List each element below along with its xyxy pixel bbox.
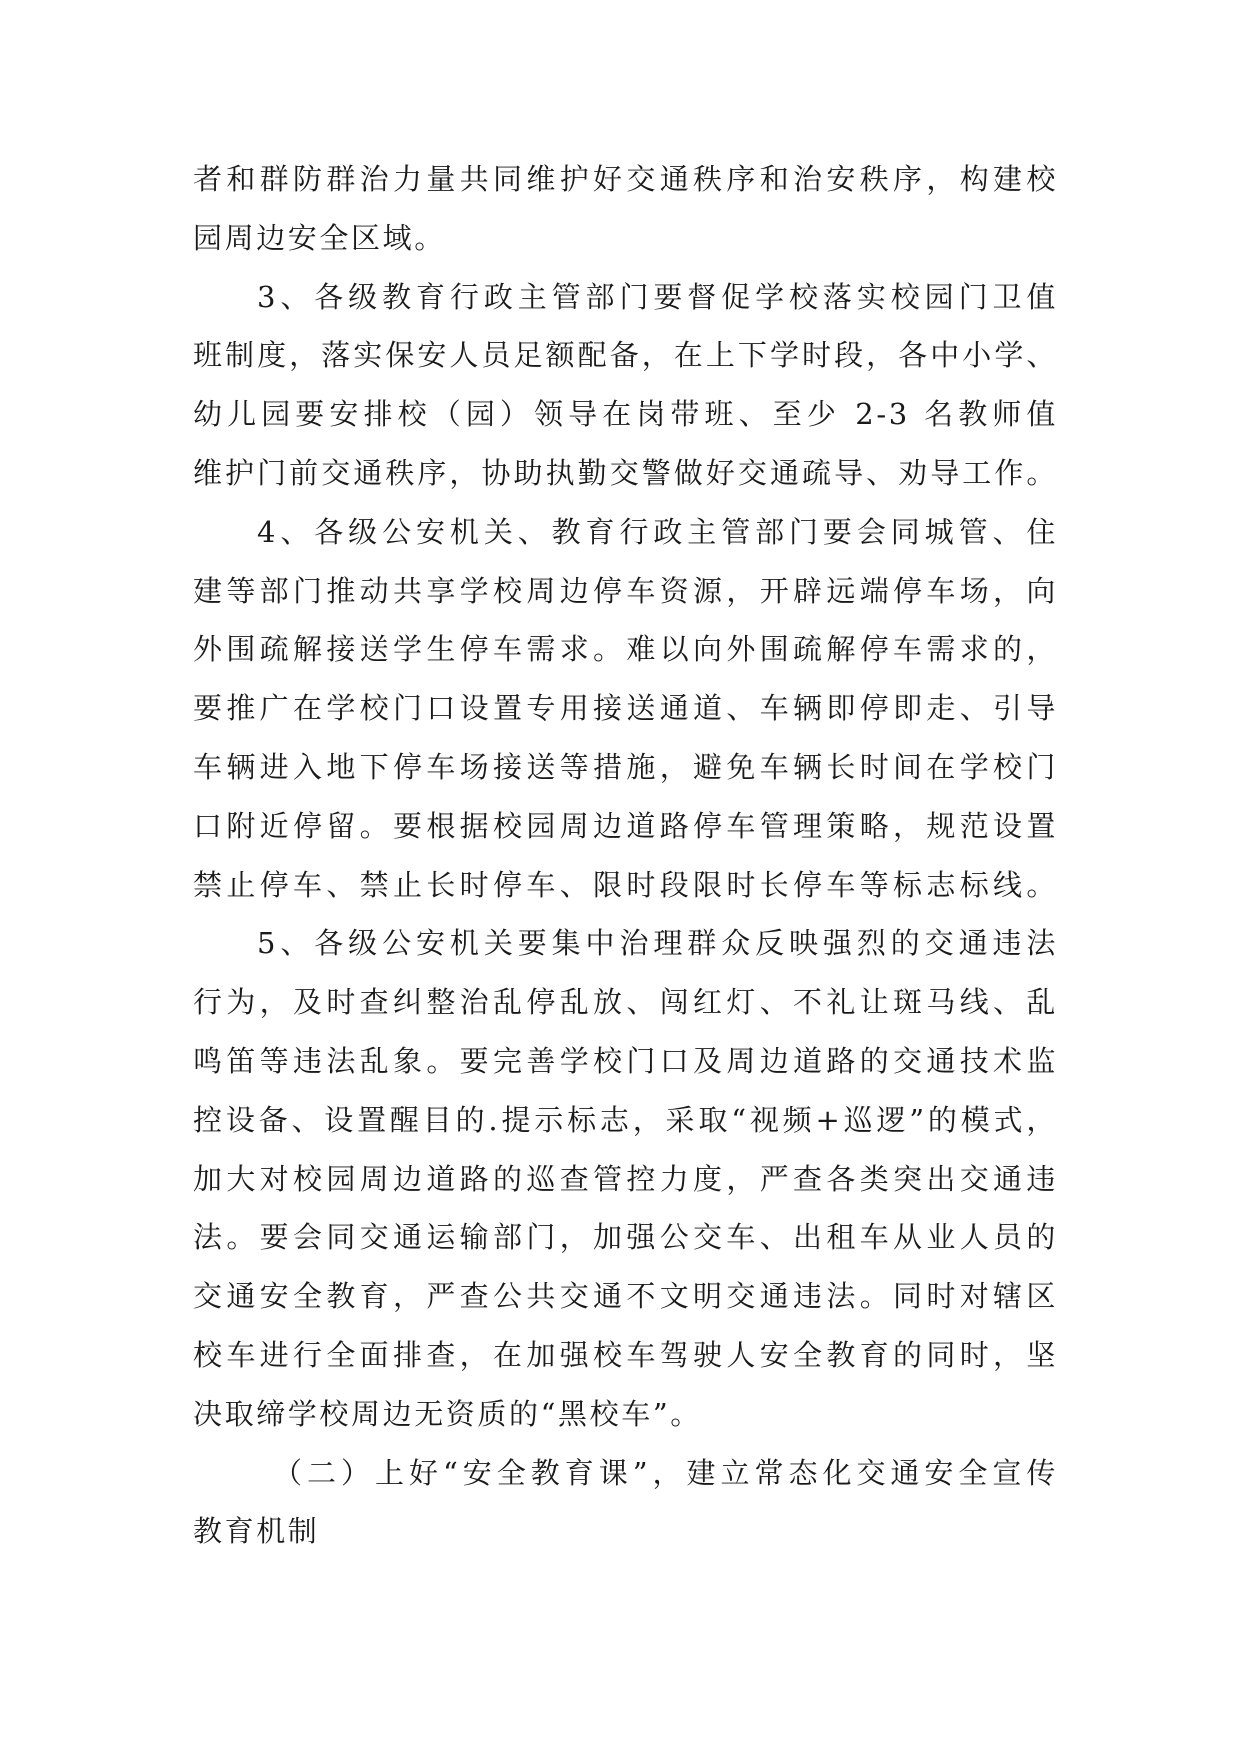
text-line: 鸣笛等违法乱象。要完善学校门口及周边道路的交通技术监	[193, 1043, 1058, 1078]
text-line: 决取缔学校周边无资质的“黑校车”。	[193, 1396, 702, 1431]
text-line: 建等部门推动共享学校周边停车资源，开辟远端停车场，向	[193, 573, 1058, 608]
document-body	[193, 150, 1058, 1561]
text-line: 口附近停留。要根据校园周边道路停车管理策略，规范设置	[193, 808, 1058, 843]
text-line: 幼儿园要安排校（园）领导在岗带班、至少 2-3 名教师值	[193, 397, 1058, 432]
text-line: 园周边安全区域。	[193, 220, 446, 255]
text-line: 禁止停车、禁止长时停车、限时段限时长停车等标志标线。	[193, 867, 1058, 902]
item-4-heading-line: 4、各级公安机关、教育行政主管部门要会同城管、住	[257, 514, 1058, 549]
text-line: 法。要会同交通运输部门，加强公交车、出租车从业人员的	[193, 1220, 1058, 1255]
text-line: 外围疏解接送学生停车需求。难以向外围疏解停车需求的，	[193, 632, 1058, 667]
text-line: 维护门前交通秩序，协助执勤交警做好交通疏导、劝导工作。	[193, 455, 1058, 490]
text-line: 者和群防群治力量共同维护好交通秩序和治安秩序，构建校	[193, 162, 1058, 196]
text-line: 控设备、设置醒目的.提示标志，采取“视频+巡逻”的模式，	[193, 1102, 1058, 1137]
text-line: 要推广在学校门口设置专用接送通道、车辆即停即走、引导	[193, 691, 1058, 726]
text-line: 车辆进入地下停车场接送等措施，避免车辆长时间在学校门	[193, 749, 1058, 784]
item-3-heading-line: 3、各级教育行政主管部门要督促学校落实校园门卫值	[257, 279, 1058, 314]
section-heading-line: 教育机制	[193, 1514, 320, 1549]
text-line: 交通安全教育，严查公共交通不文明交通违法。同时对辖区	[193, 1279, 1058, 1314]
text-line: 校车进行全面排查，在加强校车驾驶人安全教育的同时，坚	[193, 1337, 1058, 1372]
text-line: 行为，及时查纠整治乱停乱放、闯红灯、不礼让斑马线、乱	[193, 985, 1058, 1020]
text-line: 班制度，落实保安人员足额配备，在上下学时段，各中小学、	[193, 338, 1058, 373]
text-line: 加大对校园周边道路的巡查管控力度，严查各类突出交通违	[193, 1161, 1058, 1196]
item-5-heading-line: 5、各级公安机关要集中治理群众反映强烈的交通违法	[257, 926, 1058, 961]
section-heading-line: （二）上好“安全教育课”，建立常态化交通安全宣传	[273, 1455, 1058, 1490]
